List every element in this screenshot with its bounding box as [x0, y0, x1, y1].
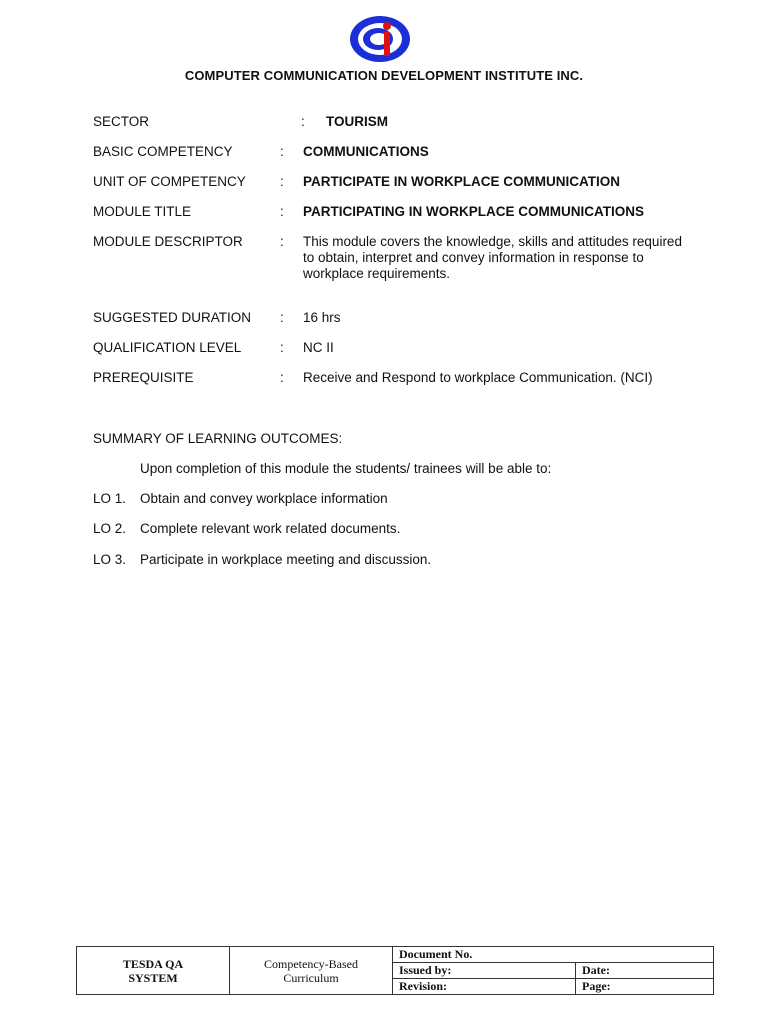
tesda-qa-system-cell	[77, 947, 230, 995]
outcome-code: LO 3.	[93, 552, 127, 567]
document-footer-table	[76, 946, 714, 995]
field-label: BASIC COMPETENCY	[93, 144, 233, 159]
issued-by-cell: Issued by:	[393, 963, 576, 979]
field-label: QUALIFICATION LEVEL	[93, 340, 242, 355]
field-value: COMMUNICATIONS	[303, 144, 429, 159]
field-label: MODULE DESCRIPTOR	[93, 234, 243, 249]
field-label: UNIT OF COMPETENCY	[93, 174, 246, 189]
field-value: 16 hrs	[303, 310, 341, 325]
page-cell: Page:	[576, 979, 714, 995]
curriculum-line1: Competency-Based	[264, 956, 358, 971]
field-value: This module covers the knowledge, skills and attitudes required to obtain, interpret and convey information in response to workplace requirements.	[303, 234, 682, 281]
ccdi-logo	[348, 14, 412, 64]
institute-name: COMPUTER COMMUNICATION DEVELOPMENT INSTITUTE INC.	[184, 68, 584, 83]
outcome-text: Obtain and convey workplace information	[140, 491, 388, 506]
field-colon: :	[280, 370, 284, 385]
summary-heading: SUMMARY OF LEARNING OUTCOMES:	[93, 431, 343, 446]
outcome-text: Participate in workplace meeting and discussion.	[140, 552, 432, 567]
field-label: PREREQUISITE	[93, 370, 194, 385]
field-colon: :	[280, 204, 284, 219]
field-value: TOURISM	[326, 114, 389, 129]
field-colon: :	[280, 310, 284, 325]
outcome-code: LO 1.	[93, 491, 127, 506]
system-line2: SYSTEM	[128, 970, 178, 985]
field-value: PARTICIPATE IN WORKPLACE COMMUNICATION	[303, 174, 620, 189]
summary-intro: Upon completion of this module the students/ trainees will be able to:	[140, 461, 552, 476]
field-colon: :	[280, 234, 284, 249]
revision-cell: Revision:	[393, 979, 576, 995]
document-no-cell: Document No.	[393, 947, 714, 963]
curriculum-cell	[230, 947, 393, 995]
field-colon: :	[280, 144, 284, 159]
outcome-text: Complete relevant work related documents.	[140, 521, 401, 536]
curriculum-line2: Curriculum	[283, 970, 339, 985]
field-label: SUGGESTED DURATION	[93, 310, 252, 325]
field-label: SECTOR	[93, 114, 150, 129]
field-colon: :	[301, 114, 305, 129]
date-cell: Date:	[576, 963, 714, 979]
field-value: NC II	[303, 340, 334, 355]
field-label: MODULE TITLE	[93, 204, 192, 219]
outcome-code: LO 2.	[93, 521, 127, 536]
field-colon: :	[280, 174, 284, 189]
field-value: PARTICIPATING IN WORKPLACE COMMUNICATIONS	[303, 204, 644, 219]
system-line1: TESDA QA	[122, 956, 184, 971]
field-value: Receive and Respond to workplace Communication. (NCI)	[303, 370, 653, 385]
field-colon: :	[280, 340, 284, 355]
